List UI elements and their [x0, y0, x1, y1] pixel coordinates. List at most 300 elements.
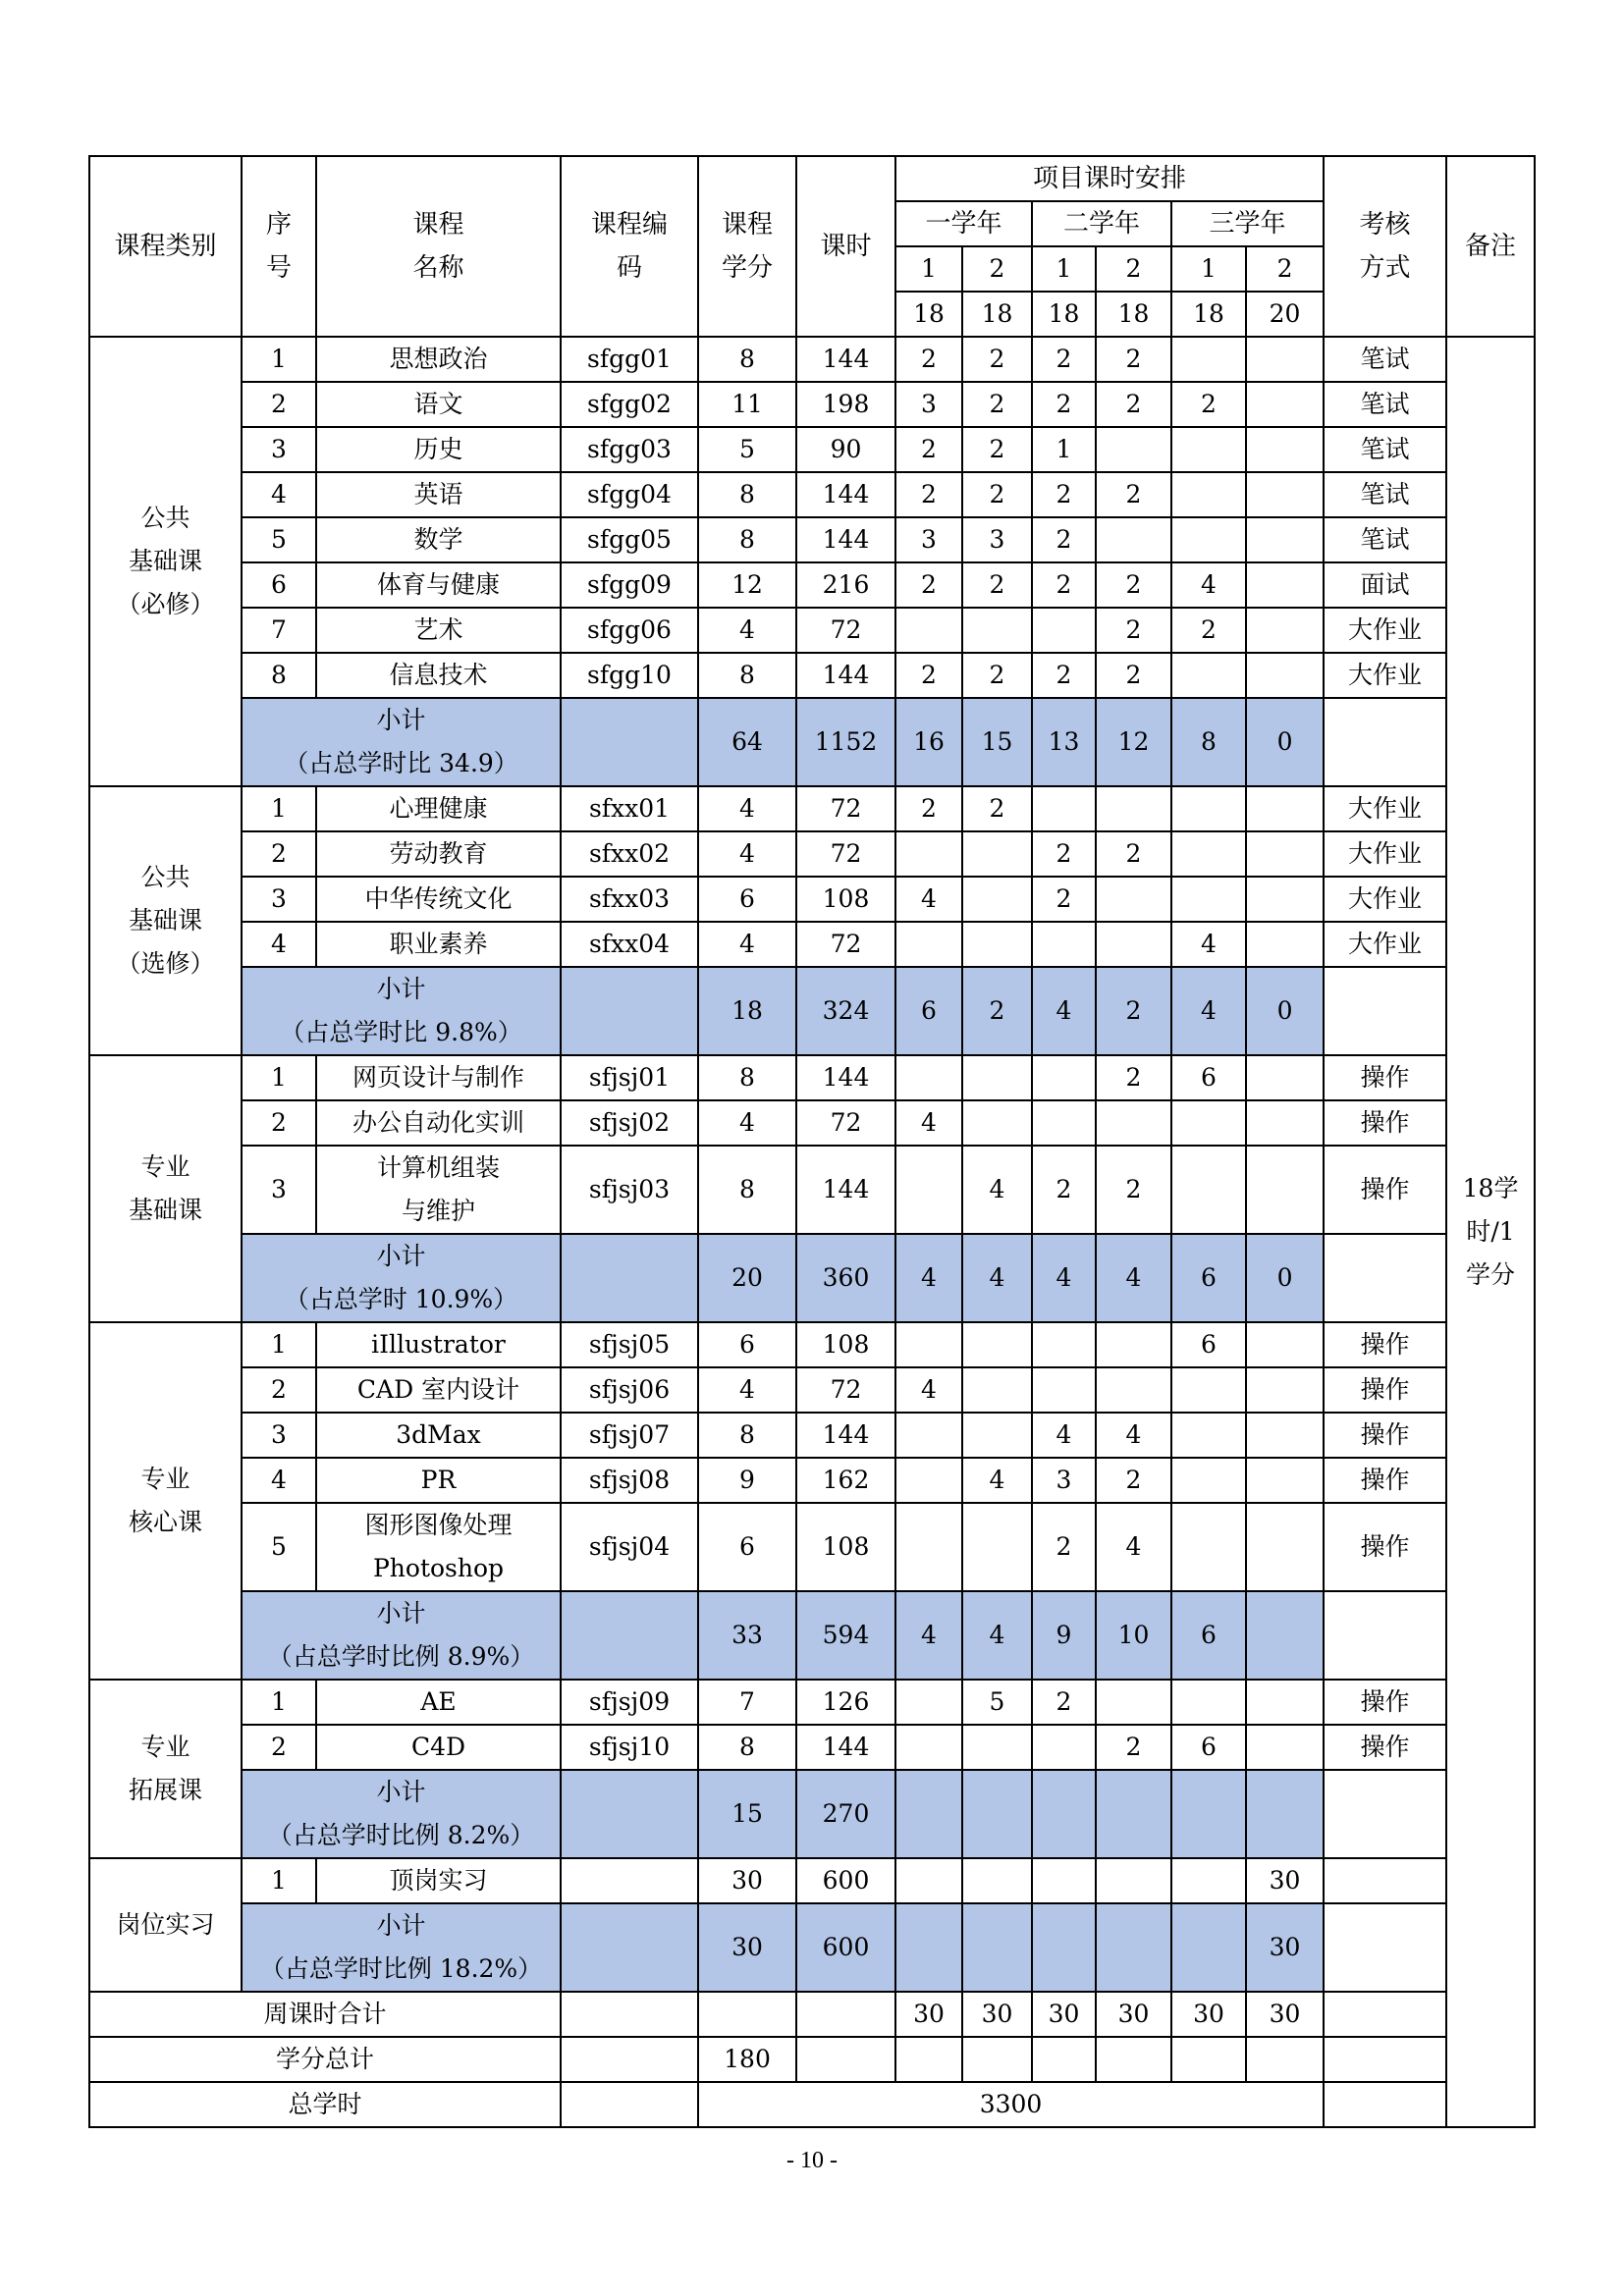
subtotal-semester-hours: 4 — [1096, 1234, 1171, 1322]
course-hours: 108 — [796, 1322, 895, 1367]
subtotal-semester-hours: 4 — [1032, 1234, 1096, 1322]
semester-hours — [1171, 1413, 1246, 1458]
course-credit: 8 — [698, 1725, 796, 1770]
course-hours: 72 — [796, 831, 895, 877]
semester-hours — [1246, 1413, 1324, 1458]
semester-hours — [962, 1725, 1032, 1770]
semester-hours — [1032, 1055, 1096, 1100]
course-code: sfxx02 — [561, 831, 698, 877]
header-weeks: 18 — [1032, 292, 1096, 337]
course-credit: 8 — [698, 517, 796, 562]
course-name-line: 数学 — [413, 525, 463, 554]
semester-hours — [1246, 608, 1324, 653]
credit-total-semester — [1246, 2037, 1324, 2082]
semester-hours — [1246, 1680, 1324, 1725]
course-assessment: 操作 — [1324, 1100, 1446, 1146]
header-row-1 — [89, 156, 1535, 201]
course-seq: 1 — [242, 1858, 316, 1903]
hours-total-label: 总学时 — [89, 2082, 561, 2127]
course-row — [89, 427, 1535, 472]
semester-hours — [1246, 877, 1324, 922]
header-schedule: 项目课时安排 — [895, 156, 1324, 201]
header-semester: 2 — [1096, 246, 1171, 292]
course-credit: 30 — [698, 1858, 796, 1903]
semester-hours: 2 — [895, 653, 962, 698]
course-assessment: 操作 — [1324, 1146, 1446, 1234]
course-assessment: 大作业 — [1324, 608, 1446, 653]
subtotal-semester-hours: 10 — [1096, 1591, 1171, 1680]
semester-hours — [1032, 1367, 1096, 1413]
semester-hours: 2 — [1032, 831, 1096, 877]
header-code-line2: 码 — [616, 253, 642, 283]
course-hours: 144 — [796, 653, 895, 698]
course-name-line: PR — [420, 1466, 457, 1494]
subtotal-semester-hours: 4 — [1171, 967, 1246, 1055]
subtotal-semester-hours: 0 — [1246, 698, 1324, 786]
course-row — [89, 1100, 1535, 1146]
semester-hours: 2 — [1096, 831, 1171, 877]
header-assessment-line2: 方式 — [1359, 253, 1411, 283]
subtotal-hours: 324 — [796, 967, 895, 1055]
credit-total-assessment — [1324, 2037, 1446, 2082]
header-semester: 2 — [962, 246, 1032, 292]
course-code: sfgg03 — [561, 427, 698, 472]
subtotal-assessment — [1324, 1903, 1446, 1992]
course-name-line: 劳动教育 — [389, 839, 488, 868]
semester-hours: 2 — [1096, 653, 1171, 698]
subtotal-row — [89, 1234, 1535, 1322]
course-credit: 11 — [698, 382, 796, 427]
header-hours: 课时 — [796, 156, 895, 337]
course-seq: 1 — [242, 337, 316, 382]
course-seq: 2 — [242, 1100, 316, 1146]
header-year-1: 一学年 — [895, 201, 1032, 246]
category-label-line: （选修） — [116, 949, 215, 978]
header-year-2: 二学年 — [1032, 201, 1171, 246]
semester-hours — [1032, 786, 1096, 831]
credit-total-semester — [895, 2037, 962, 2082]
category-label-line: 基础课 — [128, 1196, 202, 1224]
semester-hours — [1096, 427, 1171, 472]
weekly-total-semester: 30 — [962, 1992, 1032, 2037]
course-row — [89, 786, 1535, 831]
course-name — [316, 517, 561, 562]
course-name-line: 中华传统文化 — [364, 884, 513, 913]
course-seq: 3 — [242, 1146, 316, 1234]
semester-hours: 4 — [962, 1458, 1032, 1503]
category-label-line: 公共 — [140, 863, 190, 891]
semester-hours — [1246, 831, 1324, 877]
course-name — [316, 1100, 561, 1146]
semester-hours: 4 — [895, 1367, 962, 1413]
semester-hours — [1246, 427, 1324, 472]
subtotal-title: 小计 — [376, 975, 426, 1003]
course-seq: 2 — [242, 1367, 316, 1413]
subtotal-code — [561, 1903, 698, 1992]
course-name-line: 网页设计与制作 — [352, 1063, 524, 1092]
weekly-total-hours — [796, 1992, 895, 2037]
semester-hours: 3 — [1032, 1458, 1096, 1503]
course-code: sfgg01 — [561, 337, 698, 382]
header-credit-line1: 课程 — [721, 210, 773, 240]
course-hours: 198 — [796, 382, 895, 427]
course-credit: 4 — [698, 608, 796, 653]
subtotal-code — [561, 1234, 698, 1322]
semester-hours — [962, 877, 1032, 922]
course-seq: 3 — [242, 877, 316, 922]
course-name-line: 3dMax — [396, 1420, 481, 1449]
course-code: sfgg04 — [561, 472, 698, 517]
semester-hours — [962, 1503, 1032, 1591]
course-code: sfgg06 — [561, 608, 698, 653]
semester-hours — [1171, 1146, 1246, 1234]
course-hours: 72 — [796, 1367, 895, 1413]
semester-hours — [1171, 1458, 1246, 1503]
semester-hours — [1246, 517, 1324, 562]
header-weeks: 18 — [962, 292, 1032, 337]
category-label-line: 专业 — [140, 1152, 190, 1181]
semester-hours: 5 — [962, 1680, 1032, 1725]
weekly-total-assessment — [1324, 1992, 1446, 2037]
course-seq: 1 — [242, 1680, 316, 1725]
semester-hours: 2 — [1032, 1680, 1096, 1725]
course-hours: 90 — [796, 427, 895, 472]
course-seq: 1 — [242, 1055, 316, 1100]
semester-hours — [1096, 1100, 1171, 1146]
semester-hours: 2 — [1032, 653, 1096, 698]
subtotal-semester-hours — [1171, 1903, 1246, 1992]
header-credit — [698, 156, 796, 337]
hours-total-value: 3300 — [698, 2082, 1324, 2127]
semester-hours — [962, 1322, 1032, 1367]
course-credit: 7 — [698, 1680, 796, 1725]
course-assessment: 大作业 — [1324, 653, 1446, 698]
course-name-line: 顶岗实习 — [389, 1866, 488, 1895]
course-code: sfjsj02 — [561, 1100, 698, 1146]
semester-hours: 3 — [895, 517, 962, 562]
page-number: - 10 - — [786, 2148, 838, 2173]
semester-hours — [962, 922, 1032, 967]
course-code: sfjsj03 — [561, 1146, 698, 1234]
semester-hours — [1246, 1725, 1324, 1770]
subtotal-semester-hours — [1096, 1770, 1171, 1858]
credit-total-row — [89, 2037, 1535, 2082]
category-label-line: 基础课 — [128, 547, 202, 575]
subtotal-code — [561, 967, 698, 1055]
curriculum-table — [88, 155, 1536, 2128]
course-name — [316, 1858, 561, 1903]
semester-hours: 2 — [1096, 472, 1171, 517]
header-weeks: 18 — [1171, 292, 1246, 337]
course-name — [316, 786, 561, 831]
semester-hours: 4 — [1096, 1503, 1171, 1591]
subtotal-semester-hours: 4 — [895, 1234, 962, 1322]
semester-hours — [1171, 1367, 1246, 1413]
semester-hours: 6 — [1171, 1055, 1246, 1100]
subtotal-label — [242, 1770, 561, 1858]
semester-hours — [1246, 562, 1324, 608]
category-label-line: 专业 — [140, 1465, 190, 1493]
subtotal-hours: 270 — [796, 1770, 895, 1858]
header-code — [561, 156, 698, 337]
course-row — [89, 562, 1535, 608]
subtotal-credit: 15 — [698, 1770, 796, 1858]
course-credit: 4 — [698, 1100, 796, 1146]
category-label-line: 拓展课 — [128, 1776, 202, 1804]
course-name — [316, 1458, 561, 1503]
subtotal-hours: 600 — [796, 1903, 895, 1992]
course-assessment: 操作 — [1324, 1503, 1446, 1591]
semester-hours — [1171, 877, 1246, 922]
semester-hours — [895, 1322, 962, 1367]
course-credit: 8 — [698, 653, 796, 698]
course-name-line: 图形图像处理 — [364, 1511, 513, 1539]
course-name — [316, 831, 561, 877]
course-credit: 9 — [698, 1458, 796, 1503]
course-credit: 4 — [698, 786, 796, 831]
course-row — [89, 1322, 1535, 1367]
semester-hours — [1096, 786, 1171, 831]
semester-hours — [895, 1458, 962, 1503]
subtotal-assessment — [1324, 967, 1446, 1055]
course-assessment: 操作 — [1324, 1055, 1446, 1100]
semester-hours — [1246, 1100, 1324, 1146]
semester-hours — [1032, 1100, 1096, 1146]
course-name — [316, 653, 561, 698]
semester-hours — [1032, 1322, 1096, 1367]
course-hours: 72 — [796, 922, 895, 967]
category-cell — [89, 1322, 242, 1680]
semester-hours: 2 — [962, 337, 1032, 382]
subtotal-title: 小计 — [376, 1599, 426, 1628]
category-cell — [89, 337, 242, 786]
semester-hours: 4 — [895, 1100, 962, 1146]
subtotal-hours: 360 — [796, 1234, 895, 1322]
weekly-total-label: 周课时合计 — [89, 1992, 561, 2037]
semester-hours — [962, 1055, 1032, 1100]
weekly-total-semester: 30 — [1096, 1992, 1171, 2037]
course-name — [316, 1680, 561, 1725]
header-weeks: 20 — [1246, 292, 1324, 337]
subtotal-semester-hours: 13 — [1032, 698, 1096, 786]
subtotal-title: 小计 — [376, 706, 426, 734]
course-assessment: 操作 — [1324, 1458, 1446, 1503]
semester-hours — [1246, 337, 1324, 382]
category-cell — [89, 786, 242, 1055]
course-seq: 2 — [242, 831, 316, 877]
header-semester: 2 — [1246, 246, 1324, 292]
course-hours: 144 — [796, 517, 895, 562]
course-seq: 3 — [242, 1413, 316, 1458]
subtotal-label — [242, 1234, 561, 1322]
course-row — [89, 608, 1535, 653]
header-weeks: 18 — [1096, 292, 1171, 337]
semester-hours — [1171, 1858, 1246, 1903]
subtotal-label — [242, 967, 561, 1055]
subtotal-semester-hours: 0 — [1246, 1234, 1324, 1322]
semester-hours: 2 — [895, 337, 962, 382]
subtotal-title: 小计 — [376, 1911, 426, 1940]
course-name-line: 艺术 — [413, 615, 463, 644]
semester-hours — [1171, 472, 1246, 517]
semester-hours: 2 — [962, 562, 1032, 608]
course-name — [316, 1146, 561, 1234]
course-name — [316, 337, 561, 382]
subtotal-semester-hours — [1171, 1770, 1246, 1858]
semester-hours — [1032, 922, 1096, 967]
course-assessment: 操作 — [1324, 1725, 1446, 1770]
course-hours: 144 — [796, 337, 895, 382]
subtotal-semester-hours — [895, 1770, 962, 1858]
semester-hours — [1246, 472, 1324, 517]
course-name — [316, 472, 561, 517]
hours-total-code — [561, 2082, 698, 2127]
semester-hours: 4 — [1032, 1413, 1096, 1458]
semester-hours — [1171, 1100, 1246, 1146]
semester-hours: 2 — [1096, 1146, 1171, 1234]
course-assessment: 操作 — [1324, 1680, 1446, 1725]
semester-hours — [1096, 1680, 1171, 1725]
course-row — [89, 1725, 1535, 1770]
subtotal-row — [89, 1903, 1535, 1992]
course-assessment — [1324, 1858, 1446, 1903]
category-label-line: 基础课 — [128, 906, 202, 934]
subtotal-semester-hours: 6 — [895, 967, 962, 1055]
course-assessment: 面试 — [1324, 562, 1446, 608]
semester-hours: 4 — [1171, 562, 1246, 608]
credit-total-hours — [796, 2037, 895, 2082]
course-assessment: 笔试 — [1324, 517, 1446, 562]
semester-hours — [1246, 1503, 1324, 1591]
header-seq — [242, 156, 316, 337]
course-code: sfgg09 — [561, 562, 698, 608]
semester-hours: 2 — [962, 382, 1032, 427]
course-credit: 8 — [698, 1413, 796, 1458]
semester-hours — [962, 608, 1032, 653]
semester-hours — [1246, 1458, 1324, 1503]
course-seq: 1 — [242, 786, 316, 831]
category-label-line: 公共 — [140, 504, 190, 532]
course-name — [316, 562, 561, 608]
subtotal-hours: 594 — [796, 1591, 895, 1680]
semester-hours — [962, 1367, 1032, 1413]
course-seq: 7 — [242, 608, 316, 653]
course-credit: 4 — [698, 1367, 796, 1413]
semester-hours — [962, 831, 1032, 877]
subtotal-semester-hours: 8 — [1171, 698, 1246, 786]
weekly-total-semester: 30 — [1171, 1992, 1246, 2037]
subtotal-assessment — [1324, 1234, 1446, 1322]
course-code: sfxx03 — [561, 877, 698, 922]
course-seq: 4 — [242, 922, 316, 967]
course-name — [316, 382, 561, 427]
subtotal-credit: 20 — [698, 1234, 796, 1322]
semester-hours — [895, 1858, 962, 1903]
subtotal-semester-hours: 4 — [1032, 967, 1096, 1055]
subtotal-semester-hours: 30 — [1246, 1903, 1324, 1992]
course-credit: 6 — [698, 1322, 796, 1367]
subtotal-ratio: （占总学时比例 18.2%） — [259, 1954, 543, 1983]
course-code: sfjsj08 — [561, 1458, 698, 1503]
semester-hours: 2 — [1096, 382, 1171, 427]
header-seq-line2: 号 — [265, 253, 292, 283]
semester-hours — [1246, 1055, 1324, 1100]
subtotal-semester-hours — [895, 1903, 962, 1992]
header-category: 课程类别 — [89, 156, 242, 337]
course-seq: 3 — [242, 427, 316, 472]
semester-hours: 2 — [962, 427, 1032, 472]
credit-total-semester — [1171, 2037, 1246, 2082]
semester-hours — [1096, 1322, 1171, 1367]
course-hours: 600 — [796, 1858, 895, 1903]
semester-hours: 2 — [962, 472, 1032, 517]
course-name-line: 语文 — [413, 390, 463, 418]
course-name — [316, 877, 561, 922]
semester-hours — [895, 831, 962, 877]
course-row — [89, 1503, 1535, 1591]
course-hours: 144 — [796, 1146, 895, 1234]
category-label-line: 专业 — [140, 1733, 190, 1761]
credit-total-semester — [1032, 2037, 1096, 2082]
weekly-total-semester: 30 — [1246, 1992, 1324, 2037]
header-weeks: 18 — [895, 292, 962, 337]
course-code: sfjsj05 — [561, 1322, 698, 1367]
course-name-line: Photoshop — [372, 1554, 505, 1582]
semester-hours: 2 — [1171, 608, 1246, 653]
header-semester: 1 — [895, 246, 962, 292]
semester-hours: 2 — [1032, 1503, 1096, 1591]
course-name — [316, 1413, 561, 1458]
semester-hours — [895, 1055, 962, 1100]
course-seq: 2 — [242, 1725, 316, 1770]
course-name-line: 信息技术 — [389, 661, 488, 689]
header-name-line2: 名称 — [412, 253, 464, 283]
course-seq: 5 — [242, 517, 316, 562]
course-credit: 8 — [698, 1055, 796, 1100]
subtotal-semester-hours: 4 — [895, 1591, 962, 1680]
hours-total-row — [89, 2082, 1535, 2127]
course-code: sfgg10 — [561, 653, 698, 698]
course-assessment: 大作业 — [1324, 786, 1446, 831]
credit-total-value: 180 — [698, 2037, 796, 2082]
course-code — [561, 1858, 698, 1903]
header-assessment-line1: 考核 — [1359, 210, 1411, 240]
semester-hours: 30 — [1246, 1858, 1324, 1903]
hours-total-assessment — [1324, 2082, 1446, 2127]
semester-hours — [1171, 1680, 1246, 1725]
credit-total-semester — [962, 2037, 1032, 2082]
course-row — [89, 922, 1535, 967]
semester-hours: 2 — [1032, 1146, 1096, 1234]
course-code: sfjsj06 — [561, 1367, 698, 1413]
subtotal-credit: 33 — [698, 1591, 796, 1680]
semester-hours — [1171, 337, 1246, 382]
course-code: sfjsj09 — [561, 1680, 698, 1725]
subtotal-semester-hours: 0 — [1246, 967, 1324, 1055]
course-code: sfgg05 — [561, 517, 698, 562]
course-name — [316, 608, 561, 653]
semester-hours: 4 — [895, 877, 962, 922]
semester-hours: 4 — [1171, 922, 1246, 967]
course-name-line: iIllustrator — [371, 1330, 506, 1359]
course-name-line: 办公自动化实训 — [352, 1108, 524, 1137]
subtotal-semester-hours: 6 — [1171, 1591, 1246, 1680]
semester-hours — [895, 608, 962, 653]
subtotal-ratio: （占总学时比 34.9） — [284, 749, 518, 777]
course-seq: 1 — [242, 1322, 316, 1367]
course-row — [89, 1413, 1535, 1458]
weekly-total-semester: 30 — [1032, 1992, 1096, 2037]
